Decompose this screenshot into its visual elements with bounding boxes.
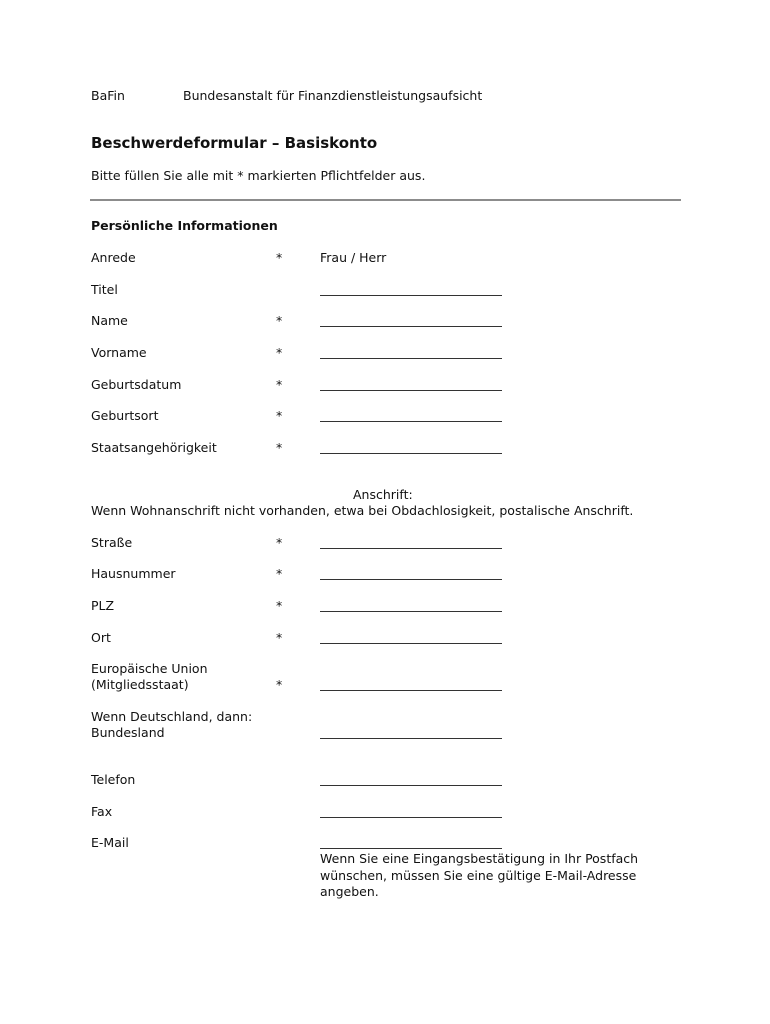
field-label-bundesland (91, 709, 252, 741)
geburtsort-input-line[interactable] (320, 421, 502, 422)
titel-input-line[interactable] (320, 295, 502, 296)
staatsangehoerigkeit-input-line[interactable] (320, 453, 502, 454)
agency-abbreviation: BaFin (91, 88, 125, 103)
field-label-staatsangehoerigkeit: Staatsangehörigkeit (91, 440, 217, 455)
required-marker: * (276, 598, 283, 613)
field-label-name: Name (91, 313, 128, 328)
field-label-email: E-Mail (91, 835, 129, 850)
field-label-line: Wenn Deutschland, dann: (91, 709, 253, 724)
required-marker: * (276, 677, 283, 692)
hausnummer-input-line[interactable] (320, 579, 502, 580)
page-title: Beschwerdeformular – Basiskonto (91, 134, 378, 152)
field-label-line: (Mitgliedsstaat) (91, 677, 189, 692)
required-marker: * (276, 377, 283, 392)
field-label-fax: Fax (91, 804, 113, 819)
field-label-titel: Titel (91, 282, 118, 297)
telefon-input-line[interactable] (320, 785, 502, 786)
required-marker: * (276, 408, 283, 423)
field-label-strasse: Straße (91, 535, 133, 550)
field-label-line: Bundesland (91, 725, 165, 740)
field-label-geburtsdatum: Geburtsdatum (91, 377, 182, 392)
name-input-line[interactable] (320, 326, 502, 327)
strasse-input-line[interactable] (320, 548, 502, 549)
email-input-line[interactable] (320, 848, 502, 849)
plz-input-line[interactable] (320, 611, 502, 612)
required-marker: * (276, 313, 283, 328)
required-marker: * (276, 566, 283, 581)
vorname-input-line[interactable] (320, 358, 502, 359)
section-divider (90, 199, 681, 201)
email-note: Wenn Sie eine Eingangsbestätigung in Ihr Postfach wünschen, müssen Sie eine gültige E-Mail-Adresse angeben. (320, 851, 639, 899)
form-instructions: Bitte füllen Sie alle mit * markierten Pflichtfelder aus. (91, 168, 426, 183)
field-label-geburtsort: Geburtsort (91, 408, 159, 423)
required-marker: * (276, 630, 283, 645)
fax-input-line[interactable] (320, 817, 502, 818)
address-note: Wenn Wohnanschrift nicht vorhanden, etwa bei Obdachlosigkeit, postalische Anschrift. (91, 503, 634, 518)
field-label-telefon: Telefon (91, 772, 136, 787)
section-heading-address: Anschrift: (353, 487, 413, 502)
field-label-plz: PLZ (91, 598, 115, 613)
field-label-vorname: Vorname (91, 345, 147, 360)
field-label-anrede: Anrede (91, 250, 136, 265)
geburtsdatum-input-line[interactable] (320, 390, 502, 391)
field-label-hausnummer: Hausnummer (91, 566, 176, 581)
field-label-ort: Ort (91, 630, 111, 645)
anrede-options[interactable]: Frau / Herr (320, 250, 387, 265)
field-label-eu-mitgliedsstaat (91, 661, 208, 693)
eu-mitgliedsstaat-input-line[interactable] (320, 690, 502, 691)
bundesland-input-line[interactable] (320, 738, 502, 739)
required-marker: * (276, 345, 283, 360)
section-heading-personal: Persönliche Informationen (91, 218, 278, 233)
required-marker: * (276, 250, 283, 265)
required-marker: * (276, 440, 283, 455)
field-label-line: Europäische Union (91, 661, 208, 676)
ort-input-line[interactable] (320, 643, 502, 644)
required-marker: * (276, 535, 283, 550)
agency-name: Bundesanstalt für Finanzdienstleistungsaufsicht (183, 88, 483, 103)
